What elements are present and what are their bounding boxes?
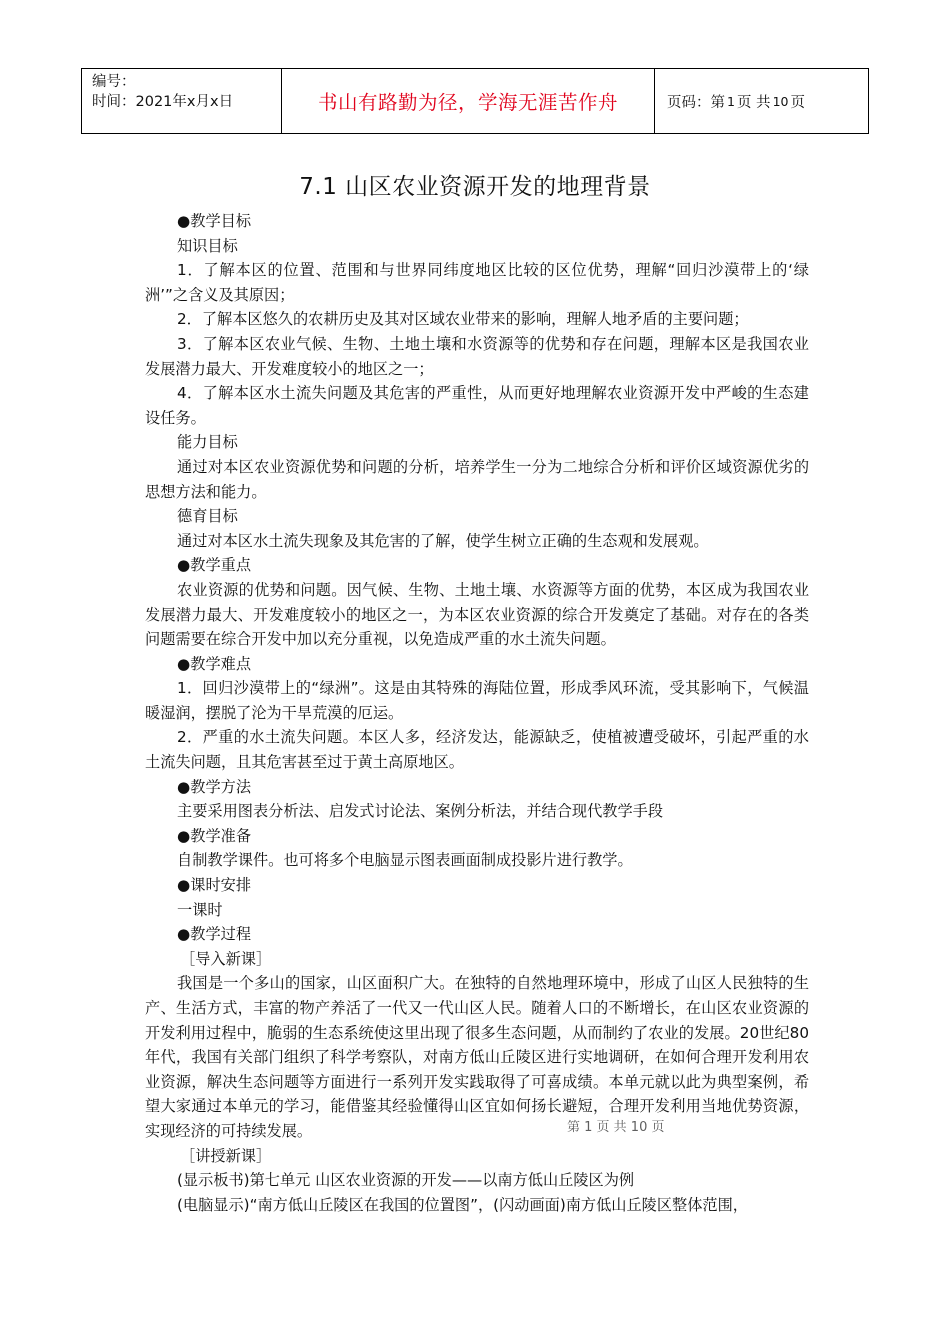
section-heading: ●教学目标 [177, 212, 252, 230]
subsection-heading: 知识目标 [177, 236, 238, 255]
paragraph: 农业资源的优势和问题。因气候、生物、土地土壤、水资源等方面的优势，本区成为我国农业发展潜力最大、开发难度较小的地区之一，为本区农业资源的综合开发奠定了基础。对存在的各类问题需要在综合开发中加以充分重视，以免造成严重的水土流失问题。 [145, 580, 809, 649]
page-number-cell [655, 69, 868, 133]
paragraph: 2．严重的水土流失问题。本区人多，经济发达，能源缺乏，使植被遭受破坏，引起严重的水土流失问题，且其危害甚至过于黄土高原地区。 [145, 728, 809, 772]
overlapping-page-footer: 第 1 页 共 10 页 [567, 1120, 665, 1135]
paragraph: 主要采用图表分析法、启发式讨论法、案例分析法，并结合现代教学手段 [177, 802, 663, 821]
section-heading: ●教学重点 [177, 556, 252, 575]
page-total: 10 [772, 93, 789, 109]
paragraph: 我国是一个多山的国家，山区面积广大。在独特的自然地理环境中，形成了山区人民独特的生产、生活方式，丰富的物产养活了一代又一代山区人民。随着人口的不断增长，在山区农业资源的开发利用过程中，脆弱的生态系统使这里出现了很多生态问题，从而制约了农业的发展。20世纪80年代，我国有关部门组织了科学考察队，对南方低山丘陵区进行实地调研，在如何合理开发利用农业资源，解决生态问题等方面进行一系列开发实践取得了可喜成绩。本单元就以此为典型案例，希望大家通过本单元的学习，能借鉴其经验懂得山区宜如何扬长避短，合理开发利用当地优势资源，实现经济的可持续发展。 [145, 974, 809, 1140]
paragraph: 3．了解本区农业气候、生物、土地土壤和水资源等的优势和存在问题，理解本区是我国农业发展潜力最大、开发难度较小的地区之一； [145, 334, 809, 378]
section-heading: ●教学过程 [177, 925, 252, 944]
paragraph: 自制教学课件。也可将多个电脑显示图表画面制成投影片进行教学。 [177, 851, 633, 870]
section-heading: ●教学方法 [177, 777, 252, 796]
subsection-heading: 能力目标 [177, 433, 238, 452]
section-heading: ●课时安排 [177, 876, 252, 895]
paragraph: 2．了解本区悠久的农耕历史及其对区域农业带来的影响，理解人地矛盾的主要问题； [177, 310, 749, 329]
subsection-heading: 德育目标 [177, 507, 238, 526]
page-suffix: 页 [790, 94, 805, 111]
paragraph: 一课时 [177, 900, 223, 919]
paragraph: (电脑显示)“南方低山丘陵区在我国的位置图”，(闪动画面)南方低山丘陵区整体范围， [177, 1195, 748, 1214]
page-prefix: 页码：第 [667, 94, 725, 111]
paragraph: 4．了解本区水土流失问题及其危害的严重性，从而更好地理解农业资源开发中严峻的生态建设任务。 [145, 384, 809, 427]
paragraph: (显示板书)第七单元 山区农业资源的开发——以南方低山丘陵区为例 [177, 1171, 635, 1190]
number-label: 编号： [92, 74, 136, 90]
page-mid: 页 共 [736, 94, 771, 111]
header-info-cell [82, 69, 282, 133]
bracket-heading: ［讲授新课］ [180, 1146, 272, 1165]
section-heading: ●教学难点 [177, 654, 252, 673]
paragraph: 通过对本区农业资源优势和问题的分析，培养学生一分为二地综合分析和评价区域资源优劣的思想方法和能力。 [145, 457, 809, 501]
bracket-heading: ［导入新课］ [180, 949, 272, 968]
section-heading: ●教学准备 [177, 826, 252, 845]
paragraph: 通过对本区水土流失现象及其危害的了解，使学生树立正确的生态观和发展观。 [177, 531, 709, 550]
header-motto-cell [282, 69, 655, 133]
page-current: 1 [727, 93, 735, 109]
time-label: 时间：2021年x月x日 [92, 94, 234, 110]
document-title: 7.1 山区农业资源开发的地理背景 [299, 174, 651, 200]
paragraph: 1．回归沙漠带上的“绿洲”。这是由其特殊的海陆位置，形成季风环流，受其影响下，气候温暖湿润，摆脱了沦为干旱荒漠的厄运。 [145, 679, 809, 722]
motto: 书山有路勤为径，学海无涯苦作舟 [317, 91, 618, 114]
header-table [81, 68, 869, 134]
document-body [145, 209, 809, 1217]
paragraph: 1．了解本区的位置、范围和与世界同纬度地区比较的区位优势，理解“回归沙漠带上的‘绿洲’”之含义及其原因； [145, 261, 809, 304]
